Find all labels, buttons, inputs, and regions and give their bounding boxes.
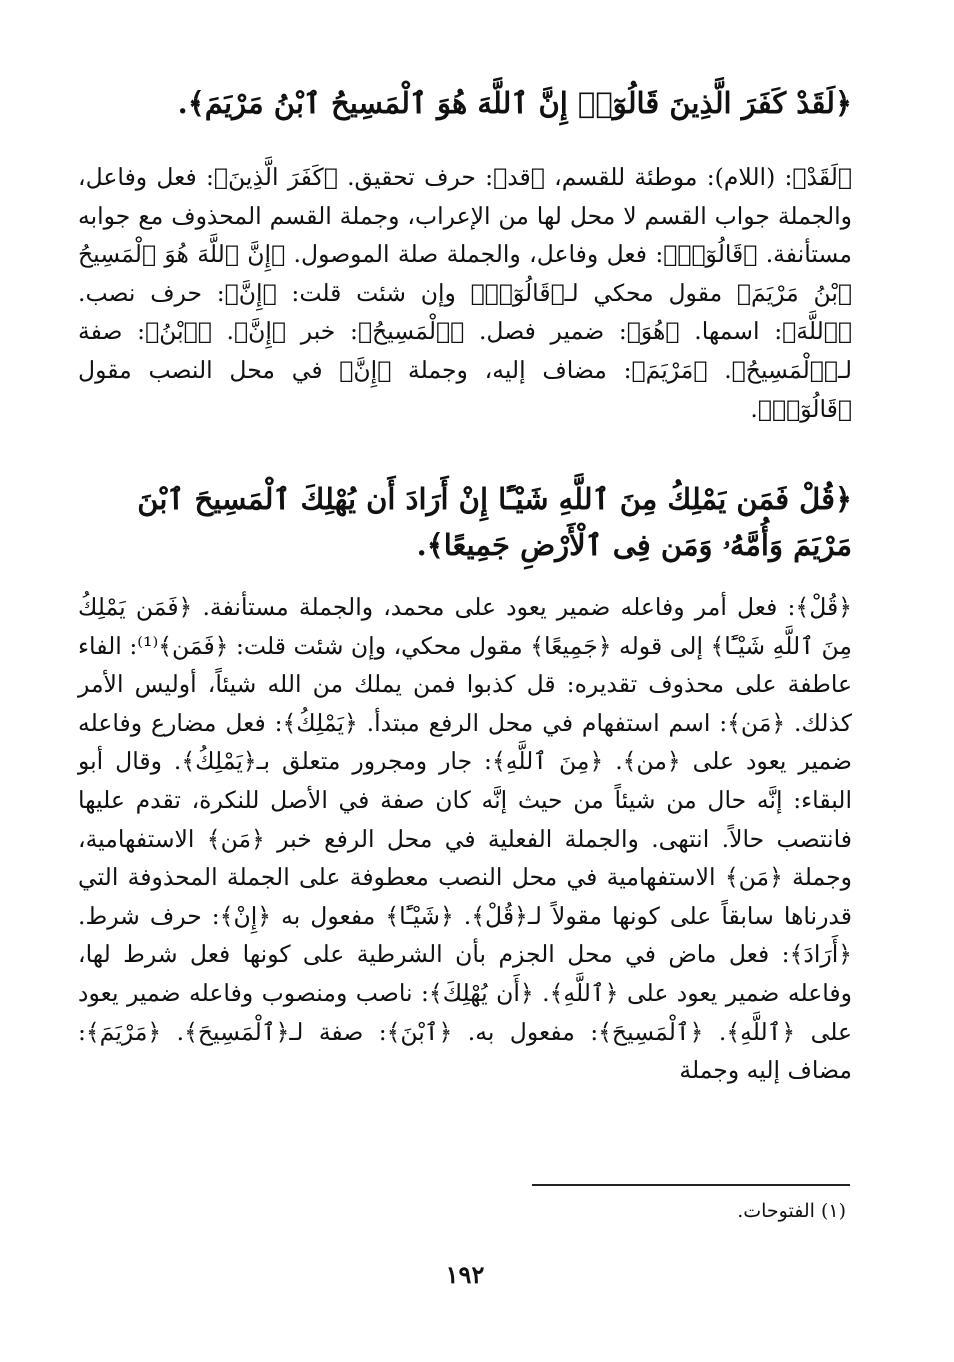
footnote-divider xyxy=(532,1184,850,1186)
page-number: ١٩٢ xyxy=(445,1260,485,1289)
quran-verse-2: ﴿قُلْ فَمَن يَمْلِكُ مِنَ ٱللَّهِ شَيْـًٔا إِنْ أَرَادَ أَن يُهْلِكَ ٱلْمَسِيحَ ٱبْنَ مَرْيَمَ وَأُمَّهُۥ وَمَن فِى ٱلْأَرْضِ جَمِيعًا﴾. xyxy=(137,482,852,562)
quran-verse-1: ﴿لَقَدْ كَفَرَ الَّذِينَ قَالُوٓا۟ إِنَّ ٱللَّهَ هُوَ ٱلْمَسِيحُ ٱبْنُ مَرْيَمَ﴾. xyxy=(177,86,852,120)
footnote: (١) الفتوحات. xyxy=(737,1200,846,1222)
grammar-commentary-2: ﴿قُلْ﴾: فعل أمر وفاعله ضمير يعود على محمد، والجملة مستأنفة. ﴿فَمَن يَمْلِكُ مِنَ ٱللَّهِ شَيْـًٔا﴾ إلى قوله ﴿جَمِيعًا﴾ مقول محكي، وإن شئت قلت: ﴿فَمَن﴾⁽¹⁾: الفاء عاطفة على محذوف تقديره: قل كذبوا فمن يملك من الله شيئاً، أوليس الأمر كذلك. ﴿مَن﴾: اسم استفهام في محل الرفع مبتدأ. ﴿يَمْلِكُ﴾: فعل مضارع وفاعله ضمير يعود على ﴿من﴾. ﴿مِنَ ٱللَّهِ﴾: جار ومجرور متعلق بـ﴿يَمْلِكُ﴾. وقال أبو البقاء: إنَّه حال من شيئاً من حيث إنَّه كان صفة في الأصل للنكرة، تقدم عليها فانتصب حالاً. انتهى. والجملة الفعلية في محل الرفع خبر ﴿مَن﴾ الاستفهامية، وجملة ﴿مَن﴾ الاستفهامية في محل النصب معطوفة على الجملة المحذوفة التي قدرناها سابقاً على كونها مقولاً لـ﴿قُلْ﴾. ﴿شَيْـًٔا﴾ مفعول به ﴿إِنْ﴾: حرف شرط. ﴿أَرَادَ﴾: فعل ماض في محل الجزم بأن الشرطية على كونها فعل شرط لها، وفاعله ضمير يعود على ﴿ٱللَّهِ﴾. ﴿أَن يُهْلِكَ﴾: ناصب ومنصوب وفاعله ضمير يعود على ﴿ٱللَّهِ﴾. ﴿ٱلْمَسِيحَ﴾: مفعول به. ﴿ٱبْنَ﴾: صفة لـ﴿ٱلْمَسِيحَ﴾. ﴿مَرْيَمَ﴾: مضاف إليه وجملة xyxy=(78,593,852,1085)
grammar-commentary-1: ﴿لَقَدْ﴾: (اللام): موطئة للقسم، ﴿قد﴾: حرف تحقيق. ﴿كَفَرَ الَّذِينَ﴾: فعل وفاعل، والجملة جواب القسم لا محل لها من الإعراب، وجملة القسم المحذوف مع جوابه مستأنفة. ﴿قَالُوٓا۟﴾: فعل وفاعل، والجملة صلة الموصول. ﴿إِنَّ ٱللَّهَ هُوَ ٱلْمَسِيحُ ٱبْنُ مَرْيَمَ﴾ مقول محكي لـ﴿قَالُوٓا۟﴾ وإن شئت قلت: ﴿إِنَّ﴾: حرف نصب. ﴿ٱللَّهَ﴾: اسمها. ﴿هُوَ﴾: ضمير فصل. ﴿ٱلْمَسِيحُ﴾: خبر ﴿إِنَّ﴾. ﴿ٱبْنُ﴾: صفة لـ﴿ٱلْمَسِيحُ﴾. ﴿مَرْيَمَ﴾: مضاف إليه، وجملة ﴿إِنَّ﴾ في محل النصب مقول ﴿قَالُوٓا۟﴾. xyxy=(78,163,852,423)
book-page xyxy=(78,70,852,1350)
